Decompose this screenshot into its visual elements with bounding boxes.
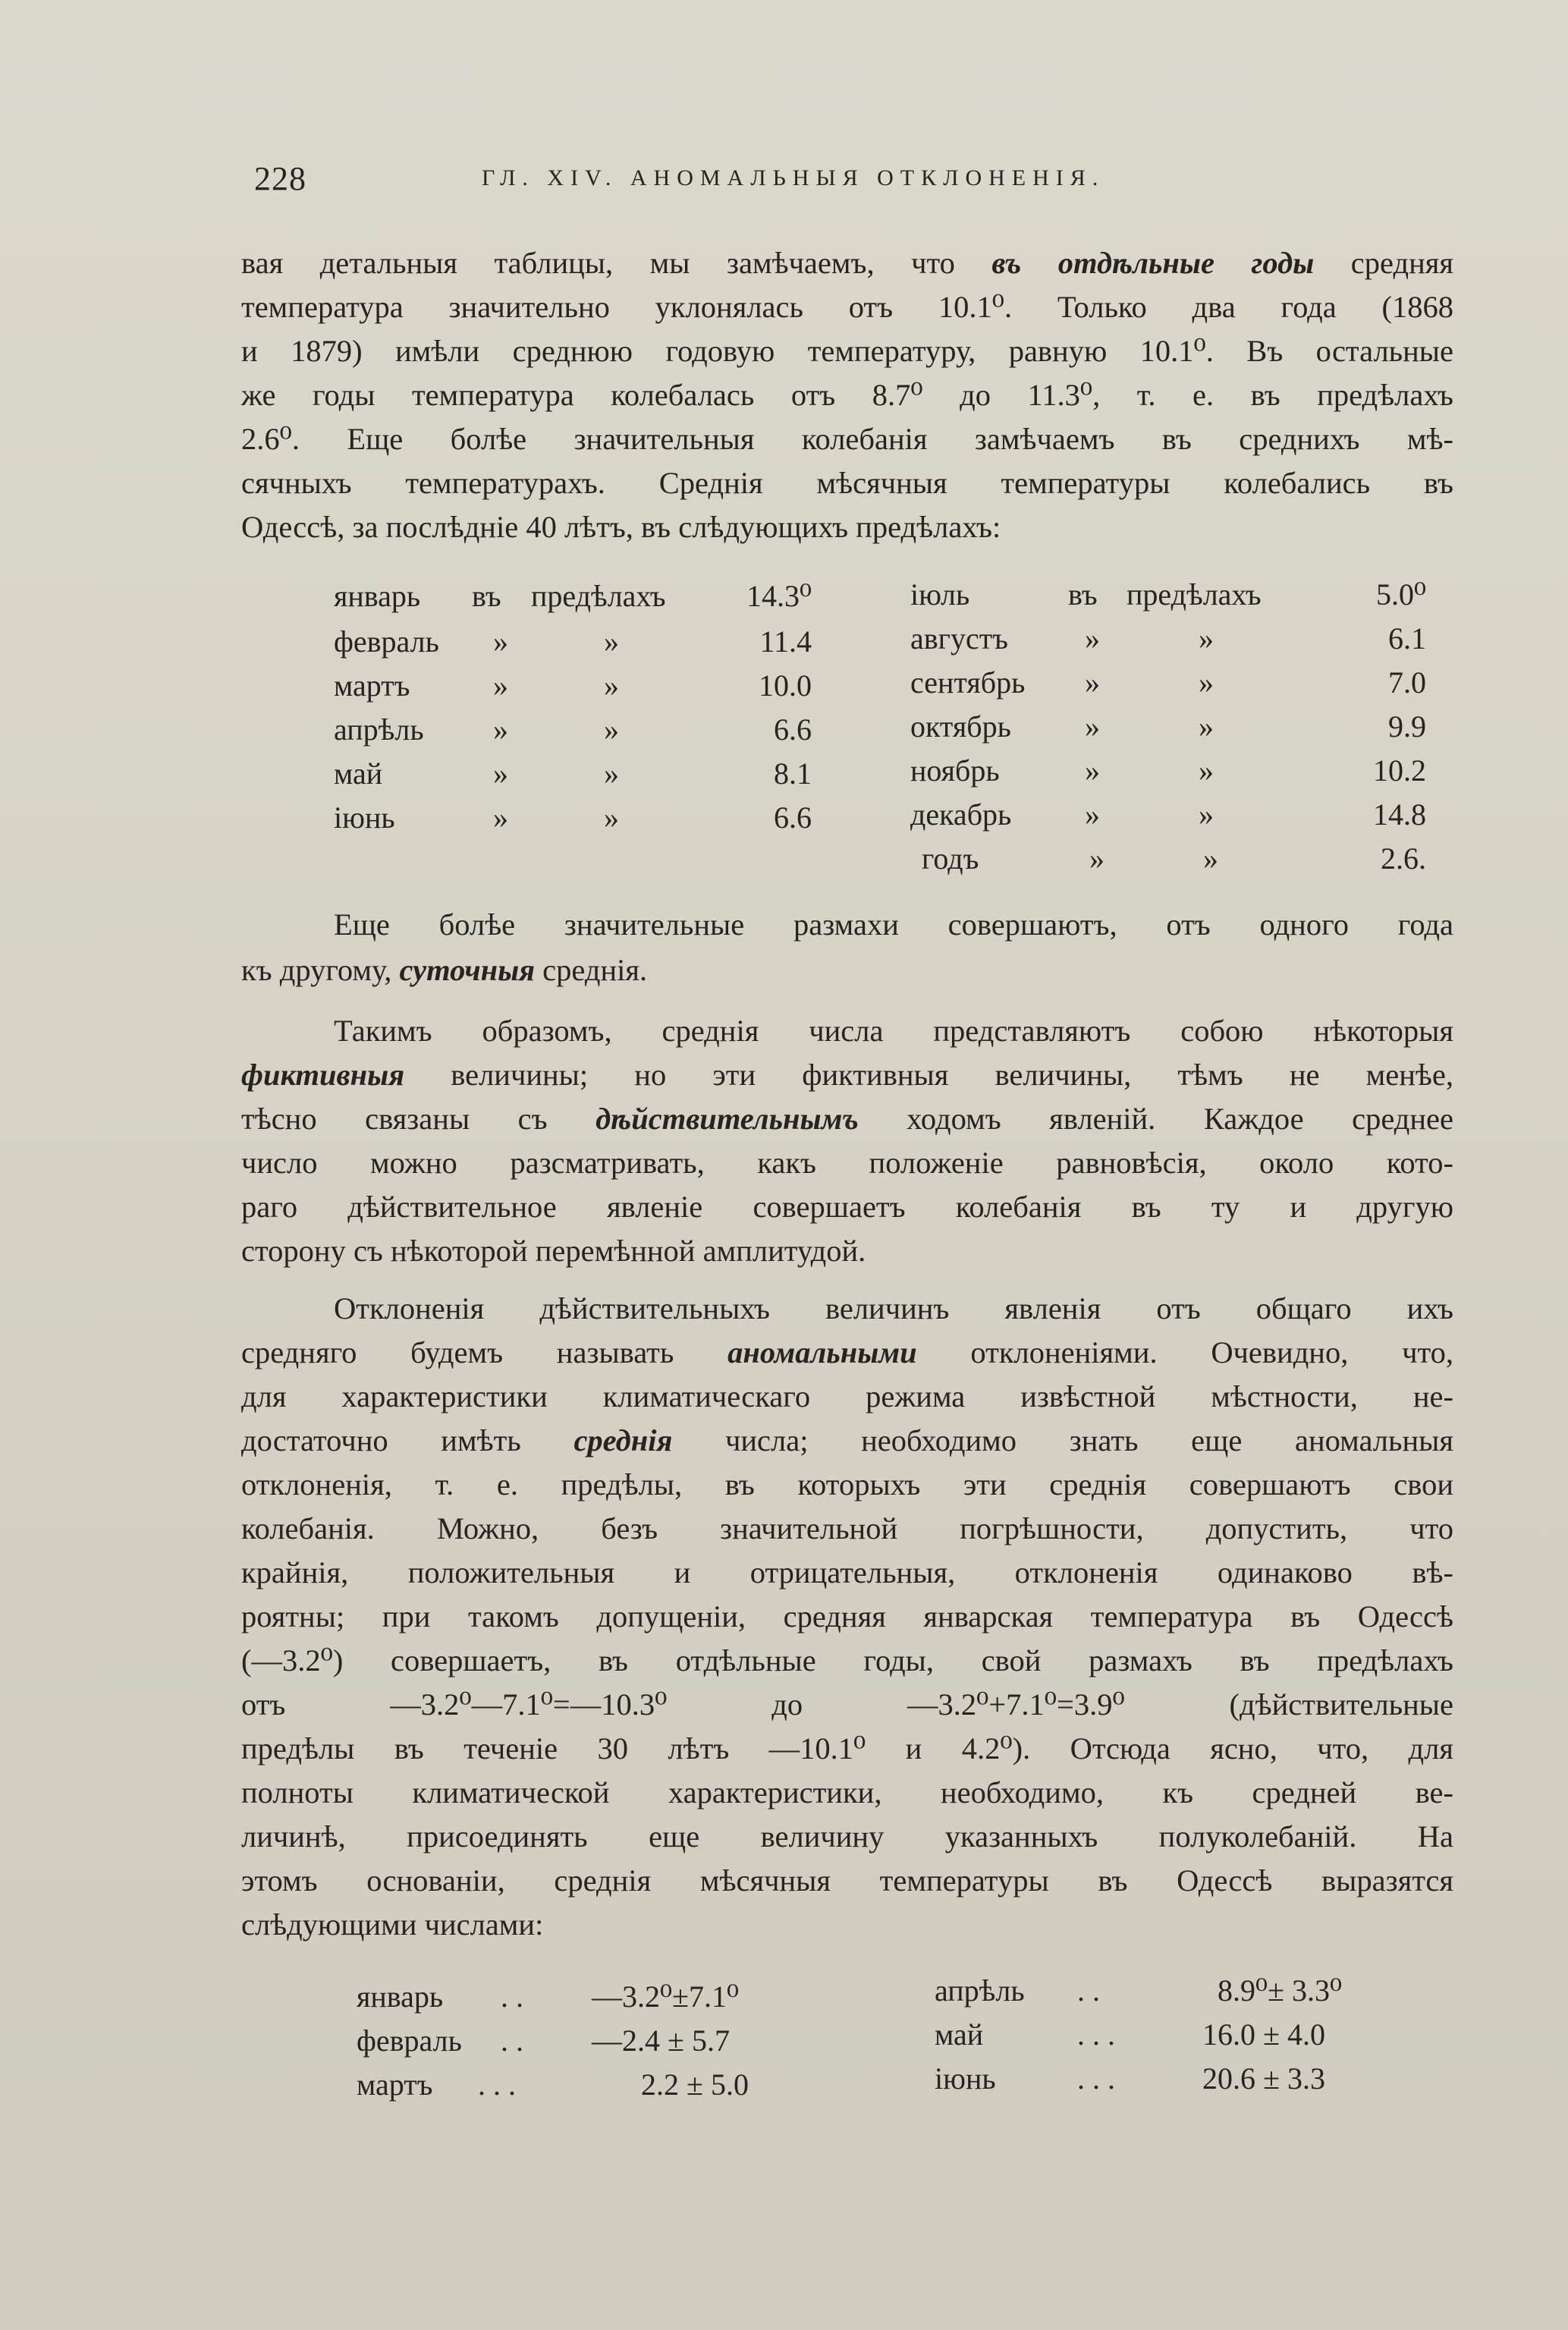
leader-dots: . . .	[478, 2067, 516, 2102]
ditto-mark: »	[1199, 753, 1214, 788]
ditto-mark: »	[493, 756, 508, 791]
text-span: среднія.	[535, 953, 648, 987]
month-label: январь	[357, 1979, 444, 2014]
text-span: величины; но эти фиктивныя величины, тѣмъ не менѣе,	[404, 1058, 1453, 1092]
text-span: къ другому,	[241, 953, 400, 987]
ditto-mark: »	[1085, 709, 1100, 744]
temperature-value: 2.2 ± 5.0	[641, 2067, 749, 2102]
range-word: въ	[472, 579, 501, 613]
ditto-mark: »	[604, 624, 619, 659]
text-span: ходомъ явленій. Каждое среднее	[858, 1102, 1453, 1136]
text-line	[241, 948, 1453, 993]
range-value: 9.9	[1388, 709, 1426, 744]
text-line: отъ —3.2⁰—7.1⁰=—10.3⁰ до —3.2⁰+7.1⁰=3.9⁰ (дѣйствительные	[241, 1687, 1453, 1722]
text-line	[241, 241, 1453, 286]
month-label: іюль	[910, 577, 970, 612]
italic-span: въ отдѣльные годы	[991, 246, 1315, 280]
temperature-value: —2.4 ± 5.7	[592, 2023, 730, 2058]
month-label: октябрь	[910, 709, 1011, 744]
text-span: числа; необходимо знать еще аномальныя	[672, 1423, 1453, 1457]
text-line	[241, 1419, 1453, 1464]
temperature-value: 20.6 ± 3.3	[1202, 2061, 1325, 2096]
month-label: январь	[334, 579, 421, 613]
text-line: этомъ основаніи, среднія мѣсячныя температуры въ Одессѣ выразятся	[241, 1863, 1453, 1898]
ditto-mark: »	[493, 800, 508, 835]
month-label: іюнь	[935, 2061, 996, 2096]
text-line: сячныхъ температурахъ. Среднія мѣсячныя температуры колебались въ	[241, 466, 1453, 500]
ditto-mark: »	[1199, 797, 1214, 832]
month-label: февраль	[334, 624, 439, 659]
range-value: 8.1	[774, 756, 812, 791]
text-line: число можно разсматривать, какъ положеніе равновѣсія, около кото-	[241, 1146, 1453, 1180]
ditto-mark: »	[1199, 621, 1214, 656]
text-line: раго дѣйствительное явленіе совершаетъ колебанія въ ту и другую	[241, 1190, 1453, 1224]
text-line: 2.6⁰. Еще болѣе значительныя колебанія замѣчаемъ въ среднихъ мѣ-	[241, 422, 1453, 456]
text-line: Отклоненія дѣйствительныхъ величинъ явленія отъ общаго ихъ	[334, 1291, 1453, 1325]
text-line: крайнія, положительныя и отрицательныя, отклоненія одинаково вѣ-	[241, 1555, 1453, 1589]
ditto-mark: »	[493, 624, 508, 659]
range-word: предѣлахъ	[531, 579, 666, 613]
text-line: Такимъ образомъ, среднія числа представляютъ собою нѣкоторыя	[334, 1014, 1453, 1048]
text-line	[241, 1097, 1453, 1142]
ditto-mark: »	[493, 712, 508, 747]
italic-span: дѣйствительнымъ	[595, 1102, 859, 1136]
month-label: апрѣль	[935, 1973, 1025, 2008]
ditto-mark: »	[1085, 753, 1100, 788]
range-value: 6.6	[774, 800, 812, 835]
text-line	[241, 1053, 1453, 1098]
text-line: роятны; при такомъ допущеніи, средняя январская температура въ Одессѣ	[241, 1599, 1453, 1634]
ditto-mark: »	[1085, 665, 1100, 700]
running-title: ГЛ. XIV. АНОМАЛЬНЫЯ ОТКЛОНЕНІЯ.	[482, 165, 1105, 190]
text-span: средняго будемъ называть	[241, 1335, 728, 1369]
text-line: Одессѣ, за послѣдніе 40 лѣтъ, въ слѣдующихъ предѣлахъ:	[241, 510, 1001, 544]
month-label: ноябрь	[910, 753, 1000, 788]
italic-span: суточныя	[399, 953, 536, 987]
range-value: 2.6.	[1381, 841, 1426, 876]
text-line	[241, 1331, 1453, 1376]
range-value: 11.4	[759, 624, 812, 659]
month-label: май	[334, 756, 383, 791]
ditto-mark: »	[1089, 841, 1105, 876]
italic-span: среднія	[573, 1423, 673, 1457]
month-label: сентябрь	[910, 665, 1026, 700]
text-line: колебанія. Можно, безъ значительной погрѣшности, допустить, что	[241, 1511, 1453, 1545]
text-line: отклоненія, т. е. предѣлы, въ которыхъ эти среднія совершаютъ свои	[241, 1467, 1453, 1501]
ditto-mark: »	[604, 800, 619, 835]
leader-dots: . .	[501, 2023, 523, 2058]
range-value: 5.0⁰	[1375, 577, 1426, 612]
text-line: (—3.2⁰) совершаетъ, въ отдѣльные годы, свой размахъ въ предѣлахъ	[241, 1643, 1453, 1678]
page-header	[254, 159, 1438, 205]
ditto-mark: »	[604, 756, 619, 791]
range-value: 6.6	[774, 712, 812, 747]
page-number: 228	[254, 160, 306, 197]
text-line: для характеристики климатическаго режима извѣстной мѣстности, не-	[241, 1379, 1453, 1413]
month-label: февраль	[357, 2023, 462, 2058]
ditto-mark: »	[1085, 797, 1100, 832]
temperature-value: —3.2⁰±7.1⁰	[592, 1979, 740, 2014]
range-value: 14.8	[1373, 797, 1426, 832]
ditto-mark: »	[493, 668, 508, 703]
leader-dots: . . .	[1077, 2061, 1115, 2096]
leader-dots: . .	[1077, 1973, 1100, 2008]
range-value: 14.3⁰	[746, 579, 812, 613]
text-span: достаточно имѣть	[241, 1423, 574, 1457]
range-value: 6.1	[1388, 621, 1426, 656]
text-line: личинѣ, присоединять еще величину указанныхъ полуколебаній. На	[241, 1819, 1453, 1854]
month-label: декабрь	[910, 797, 1012, 832]
text-line: же годы температура колебалась отъ 8.7⁰ до 11.3⁰, т. е. въ предѣлахъ	[241, 378, 1453, 412]
month-label: май	[935, 2017, 984, 2052]
italic-span: фиктивныя	[241, 1058, 405, 1092]
ditto-mark: »	[604, 668, 619, 703]
range-word: въ	[1068, 577, 1098, 612]
ditto-mark: »	[1199, 665, 1214, 700]
leader-dots: . . .	[1077, 2017, 1115, 2052]
text-line: сторону съ нѣкоторой перемѣнной амплитудой.	[241, 1234, 866, 1268]
month-label: мартъ	[357, 2067, 433, 2102]
text-line: Еще болѣе значительные размахи совершаютъ, отъ одного года	[334, 907, 1453, 942]
text-line: и 1879) имѣли среднюю годовую температуру, равную 10.1⁰. Въ остальные	[241, 334, 1453, 368]
month-label: августъ	[910, 621, 1008, 656]
text-line: полноты климатической характеристики, необходимо, къ средней ве-	[241, 1775, 1453, 1810]
ditto-mark: »	[1203, 841, 1218, 876]
italic-span: аномальными	[727, 1335, 917, 1369]
temperature-value: 16.0 ± 4.0	[1202, 2017, 1325, 2052]
ditto-mark: »	[1199, 709, 1214, 744]
range-value: 7.0	[1388, 665, 1426, 700]
temperature-value: 8.9⁰± 3.3⁰	[1218, 1973, 1343, 2008]
month-label: апрѣль	[334, 712, 424, 747]
text-line: предѣлы въ теченіе 30 лѣтъ —10.1⁰ и 4.2⁰). Отсюда ясно, что, для	[241, 1731, 1453, 1766]
ditto-mark: »	[604, 712, 619, 747]
month-label: годъ	[922, 841, 979, 876]
text-span: вая детальныя таблицы, мы замѣчаемъ, что	[241, 246, 992, 280]
text-span: отклоненіями. Очевидно, что,	[916, 1335, 1453, 1369]
range-value: 10.2	[1373, 753, 1426, 788]
text-span: тѣсно связаны съ	[241, 1102, 596, 1136]
range-value: 10.0	[759, 668, 812, 703]
month-label: іюнь	[334, 800, 395, 835]
leader-dots: . .	[501, 1979, 523, 2014]
ditto-mark: »	[1085, 621, 1100, 656]
text-line: температура значительно уклонялась отъ 10.1⁰. Только два года (1868	[241, 290, 1453, 324]
range-word: предѣлахъ	[1127, 577, 1262, 612]
month-label: мартъ	[334, 668, 410, 703]
text-line: слѣдующими числами:	[241, 1907, 544, 1942]
text-span: средняя	[1314, 246, 1453, 280]
